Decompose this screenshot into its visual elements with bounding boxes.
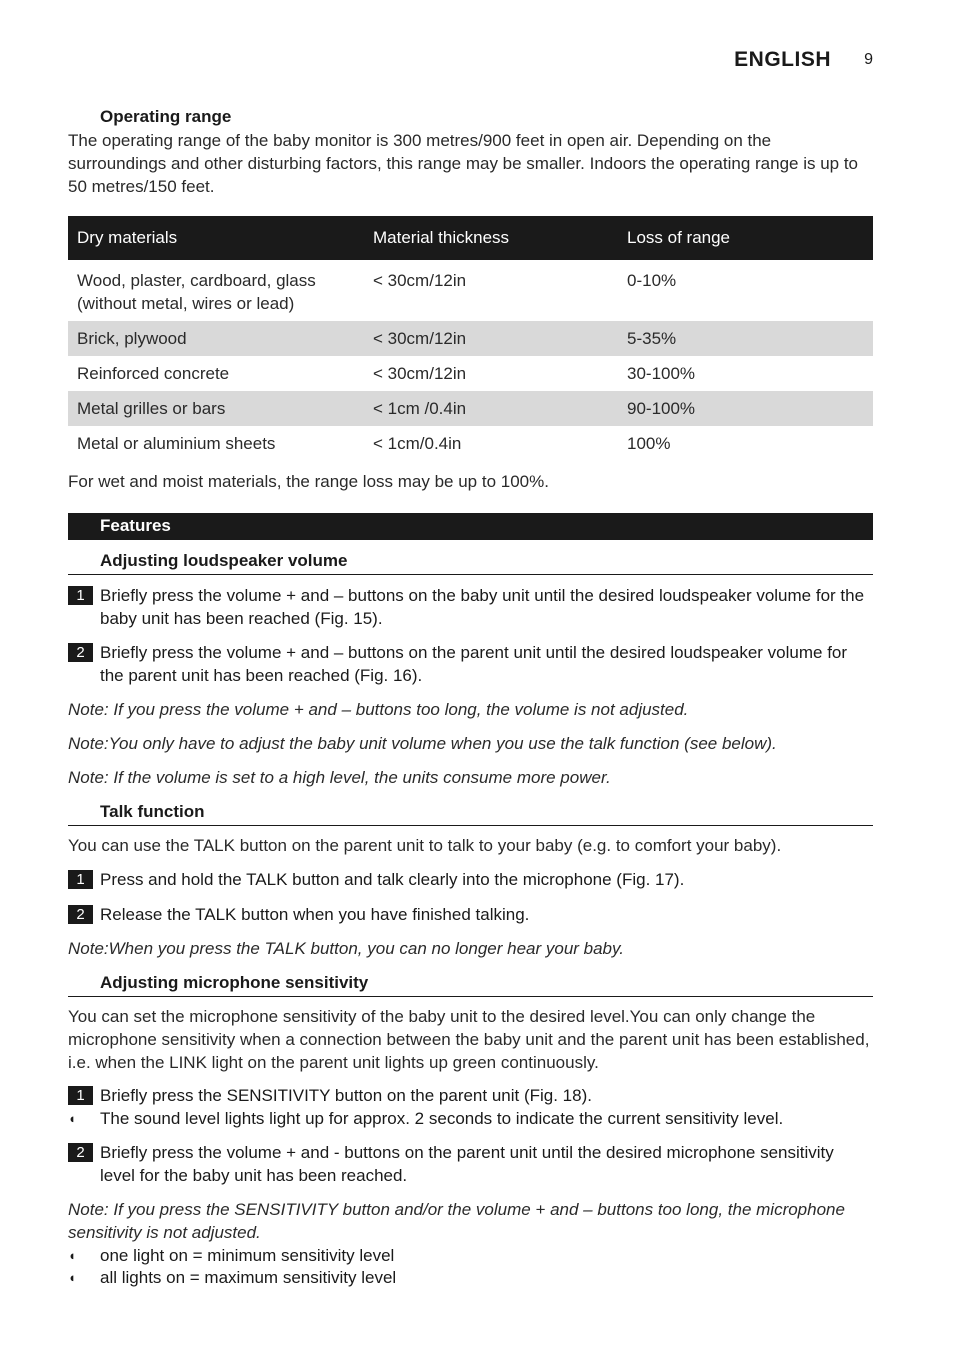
loudspeaker-heading: Adjusting loudspeaker volume bbox=[68, 551, 873, 575]
arrow-bullet-icon: ◖ bbox=[68, 1111, 76, 1126]
table-cell: Wood, plaster, cardboard, glass (without metal, wires or lead) bbox=[77, 271, 316, 313]
table-cell: < 30cm/12in bbox=[373, 271, 467, 290]
talk-note: Note:When you press the TALK button, you can no longer hear your baby. bbox=[68, 939, 624, 958]
table-cell: Metal grilles or bars bbox=[68, 391, 364, 426]
sensitivity-level-item bbox=[68, 1244, 873, 1267]
table-cell: < 1cm/0.4in bbox=[373, 434, 462, 453]
features-section-bar bbox=[68, 513, 873, 540]
operating-range-heading: Operating range bbox=[100, 107, 232, 126]
talk-intro: You can use the TALK button on the parent unit to talk to your baby (e.g. to comfort your baby). bbox=[68, 836, 782, 855]
table-header-cell: Loss of range bbox=[618, 216, 873, 260]
table-cell: < 1cm /0.4in bbox=[364, 391, 618, 426]
step-number: 2 bbox=[68, 643, 93, 662]
step-text: Briefly press the volume + and - buttons on the parent unit until the desired microphone sensitivity level for the baby unit has been reached. bbox=[100, 1143, 834, 1185]
table-header-cell: Material thickness bbox=[364, 216, 618, 260]
level-text: all lights on = maximum sensitivity level bbox=[100, 1268, 397, 1287]
table-cell: < 30cm/12in bbox=[364, 321, 618, 356]
loudspeaker-step-2 bbox=[68, 641, 873, 687]
sensitivity-step-1-result bbox=[68, 1107, 873, 1130]
step-text: Briefly press the volume + and – buttons on the baby unit until the desired loudspeaker volume for the baby unit has been reached (Fig. 15). bbox=[100, 586, 865, 628]
table-header-row bbox=[68, 216, 873, 260]
sensitivity-intro: You can set the microphone sensitivity of the baby unit to the desired level.You can only change the microphone sensitivity when a connection between the baby unit and the parent unit has been established, i.e. when the LINK light on the parent unit lights up green continuously. bbox=[68, 1007, 870, 1072]
step-number: 1 bbox=[68, 870, 93, 889]
wet-materials-note: For wet and moist materials, the range loss may be up to 100%. bbox=[68, 472, 549, 491]
table-row bbox=[68, 260, 873, 321]
step-number: 2 bbox=[68, 905, 93, 924]
talk-step-1 bbox=[68, 868, 873, 891]
step-number: 2 bbox=[68, 1143, 93, 1162]
sensitivity-step-2 bbox=[68, 1141, 873, 1187]
sensitivity-note: Note: If you press the SENSITIVITY button and/or the volume + and – buttons too long, the microphone sensitivity is not adjusted. bbox=[68, 1200, 845, 1242]
table-cell: Brick, plywood bbox=[68, 321, 364, 356]
sensitivity-heading: Adjusting microphone sensitivity bbox=[68, 973, 873, 997]
table-cell: < 30cm/12in bbox=[373, 364, 467, 383]
table-row bbox=[68, 391, 873, 426]
table-cell: 90-100% bbox=[618, 391, 873, 426]
sensitivity-step-1 bbox=[68, 1084, 873, 1107]
table-cell: 5-35% bbox=[618, 321, 873, 356]
table-row bbox=[68, 321, 873, 356]
features-title: Features bbox=[100, 516, 171, 535]
step-text: Briefly press the SENSITIVITY button on the parent unit (Fig. 18). bbox=[100, 1086, 592, 1105]
loudspeaker-note-2: Note:You only have to adjust the baby unit volume when you use the talk function (see below). bbox=[68, 734, 777, 753]
loudspeaker-step-1 bbox=[68, 584, 873, 630]
page-number: 9 bbox=[864, 51, 873, 68]
page-header bbox=[68, 44, 873, 76]
talk-step-2 bbox=[68, 903, 873, 926]
table-cell: 0-10% bbox=[627, 271, 677, 290]
table-cell: 30-100% bbox=[627, 364, 696, 383]
table-cell: 100% bbox=[627, 434, 671, 453]
step-number: 1 bbox=[68, 586, 93, 605]
level-text: one light on = minimum sensitivity level bbox=[100, 1246, 395, 1265]
arrow-bullet-icon: ◖ bbox=[68, 1248, 76, 1263]
talk-heading: Talk function bbox=[68, 802, 873, 826]
step-text: Briefly press the volume + and – buttons on the parent unit until the desired loudspeaker volume for the parent unit has been reached (Fig. 16). bbox=[100, 643, 848, 685]
loudspeaker-note-1: Note: If you press the volume + and – buttons too long, the volume is not adjusted. bbox=[68, 700, 689, 719]
step-text: Release the TALK button when you have finished talking. bbox=[100, 905, 530, 924]
arrow-bullet-icon: ◖ bbox=[68, 1270, 76, 1285]
table-header-cell: Dry materials bbox=[68, 216, 364, 260]
result-text: The sound level lights light up for approx. 2 seconds to indicate the current sensitivity level. bbox=[100, 1109, 784, 1128]
loudspeaker-note-3: Note: If the volume is set to a high level, the units consume more power. bbox=[68, 768, 611, 787]
language-label: ENGLISH bbox=[734, 48, 831, 71]
table-row bbox=[68, 426, 873, 461]
operating-range-intro: The operating range of the baby monitor is 300 metres/900 feet in open air. Depending on the surroundings and other disturbing factors, this range may be smaller. Indoors the operating range is up to 50 metres/150 feet. bbox=[68, 131, 859, 196]
range-table bbox=[68, 216, 873, 461]
table-row bbox=[68, 356, 873, 391]
table-cell: Metal or aluminium sheets bbox=[77, 434, 276, 453]
sensitivity-level-item bbox=[68, 1266, 873, 1289]
table-cell: Reinforced concrete bbox=[77, 364, 230, 383]
step-text: Press and hold the TALK button and talk clearly into the microphone (Fig. 17). bbox=[100, 870, 685, 889]
step-number: 1 bbox=[68, 1086, 93, 1105]
